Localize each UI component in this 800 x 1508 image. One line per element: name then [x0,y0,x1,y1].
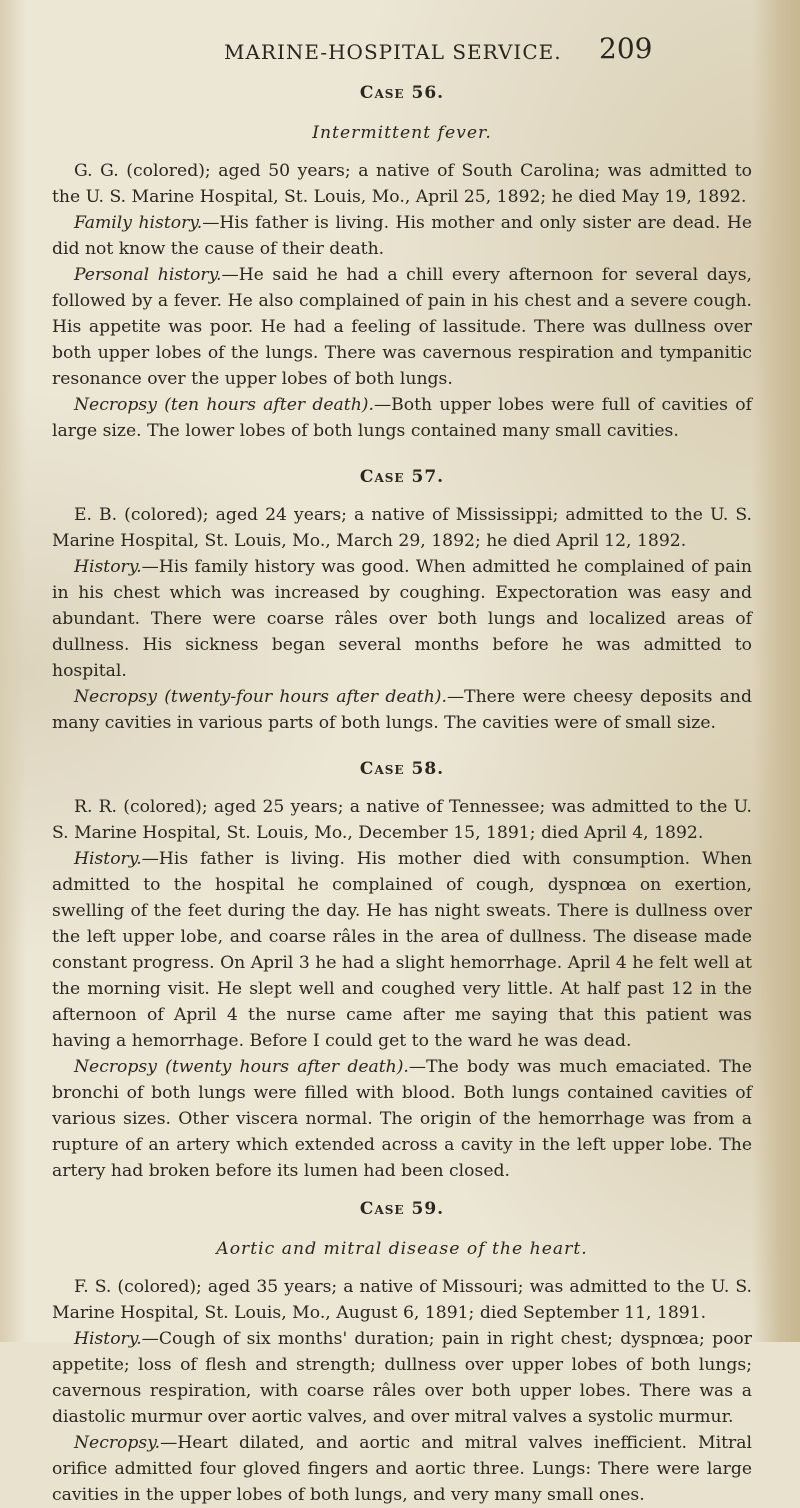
case-paragraph: Necropsy.—Heart dilated, and aortic and mitral valves inefficient. Mitral orifice admitted four gloved fingers and aortic three. Lungs: There were large cavities in the upper lobes of both lungs, and very many small ones. [52,1433,752,1505]
case-intro: G. G. (colored); aged 50 years; a native of South Carolina; was admitted to the U. S. Marine Hospital, St. Louis, Mo., April 25, 1892; he died May 19, 1892. [52,161,752,207]
paragraph-lead: Necropsy (twenty-four hours after death). [74,687,447,707]
case-paragraph: Personal history.—He said he had a chill every afternoon for several days, followed by a fever. He also complained of pain in his chest and a severe cough. His appetite was poor. He had a feeling of lassitude. There was dullness over both upper lobes of the lungs. There was cavernous respiration and tympanitic resonance over the upper lobes of both lungs. [52,265,752,389]
case-section [52,462,752,736]
header-title: MARINE-HOSPITAL SERVICE. [224,40,562,64]
case-heading: Case 58. [359,759,445,779]
case-subtitle: Aortic and mitral disease of the heart. [216,1239,588,1259]
paragraph-lead: History. [74,1329,142,1349]
case-heading: Case 56. [359,83,445,103]
case-paragraph: History.—His father is living. His mother died with consumption. When admitted to the hospital he complained of cough, dyspnœa on exertion, swelling of the feet during the day. He has night sweats. There is dullness over the left upper lobe, and coarse râles in the area of dullness. The disease made constant progress. On April 3 he had a slight hemorrhage. April 4 he felt well at the morning visit. He slept well and coughed very little. At half past 12 in the afternoon of April 4 the nurse came after me saying that this patient was having a hemorrhage. Before I could get to the ward he was dead. [52,849,752,1051]
case-section [52,754,752,1184]
running-header [224,28,664,68]
case-paragraph: History.—Cough of six months' duration; pain in right chest; dyspnœa; poor appetite; loss of flesh and strength; dullness over upper lobes of both lungs; cavernous respiration, with coarse râles over both upper lobes. There was a diastolic murmur over aortic valves, and over mitral valves a systolic murmur. [52,1329,752,1427]
paragraph-lead: Necropsy (twenty hours after death). [74,1057,409,1077]
case-section [52,78,752,444]
paragraph-lead: Family history. [74,213,203,233]
case-intro: R. R. (colored); aged 25 years; a native of Tennessee; was admitted to the U. S. Marine Hospital, St. Louis, Mo., December 15, 1891; died April 4, 1892. [52,797,752,843]
case-intro: E. B. (colored); aged 24 years; a native of Mississippi; admitted to the U. S. Marine Hospital, St. Louis, Mo., March 29, 1892; he died April 12, 1892. [52,505,752,551]
case-subtitle: Intermittent fever. [312,123,492,143]
page-right-shadow [752,0,800,1342]
paragraph-lead: Necropsy (ten hours after death). [74,395,374,415]
case-paragraph: Necropsy (twenty-four hours after death).—There were cheesy deposits and many cavities in various parts of both lungs. The cavities were of small size. [52,687,752,733]
paragraph-lead: History. [74,849,142,869]
paragraph-lead: Necropsy. [74,1433,161,1453]
case-intro: F. S. (colored); aged 35 years; a native of Missouri; was admitted to the U. S. Marine Hospital, St. Louis, Mo., August 6, 1891; died September 11, 1891. [52,1277,752,1323]
case-paragraph: Family history.—His father is living. His mother and only sister are dead. He did not know the cause of their death. [52,213,752,259]
case-heading: Case 59. [359,1199,445,1219]
case-paragraph: Necropsy (twenty hours after death).—The body was much emaciated. The bronchi of both lungs were filled with blood. Both lungs contained cavities of various sizes. Other viscera normal. The origin of the hemorrhage was from a rupture of an artery which extended across a cavity in the left upper lobe. The artery had broken before its lumen had been closed. [52,1057,752,1181]
case-paragraph: Necropsy (ten hours after death).—Both upper lobes were full of cavities of large size. The lower lobes of both lungs contained many small cavities. [52,395,752,441]
page-number: 209 [599,32,653,65]
paragraph-lead: History. [74,557,142,577]
case-heading: Case 57. [359,467,445,487]
page-body [52,78,752,1508]
case-paragraph: History.—His family history was good. When admitted he complained of pain in his chest which was increased by coughing. Expectoration was easy and abundant. There were coarse râles over both lungs and localized areas of dullness. His sickness began several months before he was admitted to hospital. [52,557,752,681]
case-section [52,1194,752,1508]
paragraph-lead: Personal history. [74,265,222,285]
page-left-shadow [0,0,26,1342]
